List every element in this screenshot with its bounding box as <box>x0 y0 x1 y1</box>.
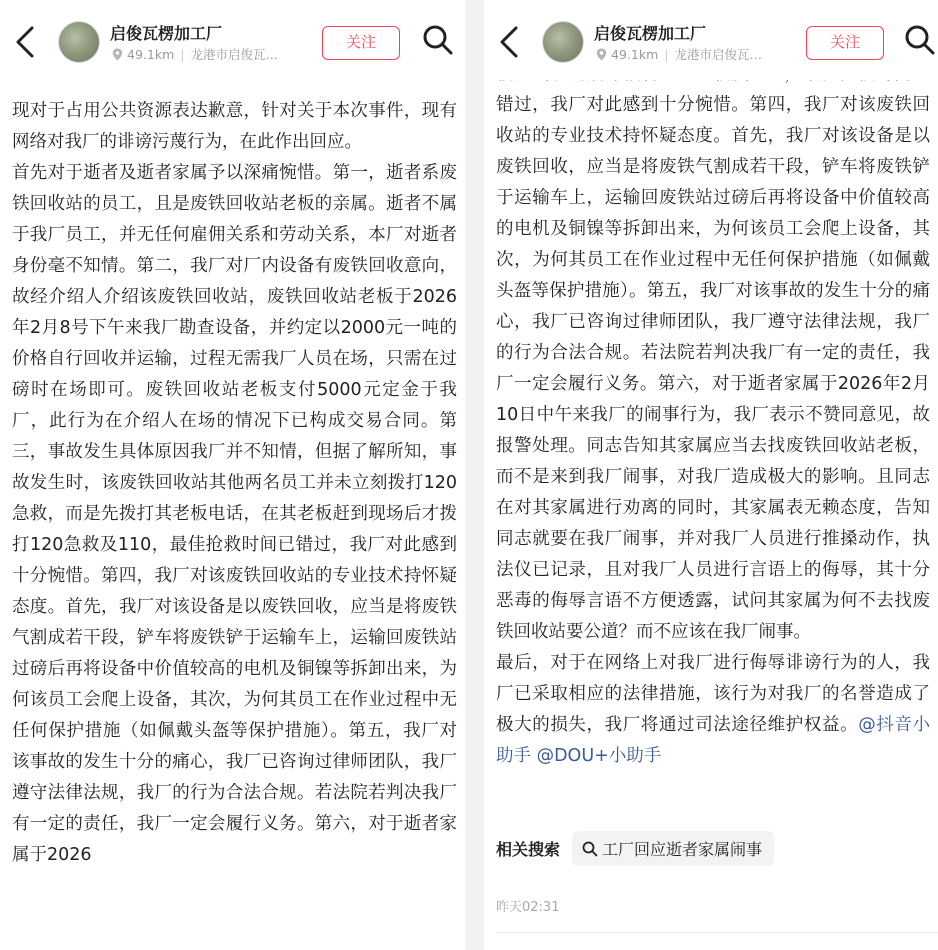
top-bar <box>0 0 465 80</box>
avatar[interactable] <box>542 21 584 63</box>
location-meta <box>112 45 278 63</box>
distance-text: 49.1km <box>127 46 175 62</box>
mention-link[interactable]: @DOU+小助手 <box>536 746 662 766</box>
left-screenshot <box>0 0 465 950</box>
related-search-query: 工厂回应逝者家属闹事 <box>602 840 763 859</box>
follow-button[interactable]: 关注 <box>322 26 400 60</box>
search-icon[interactable] <box>422 24 454 56</box>
location-pin-icon <box>596 48 607 61</box>
post-paragraph: 首先对于逝者及逝者家属予以深痛惋惜。第一，逝者系废铁回收站的员工，且是废铁回收站老板的亲属。逝者不属于我厂员工，并无任何雇佣关系和劳动关系，本厂对逝者身份毫不知情。第二，我厂对厂内设备有废铁回收意向，故经介绍人介绍该废铁回收站，废铁回收站老板于2026年2月8号下午来我厂勘查设备，并约定以2000元一吨的价格自行回收并运输，过程无需我厂人员在场，只需在过磅时在场即可。废铁回收站老板支付5000元定金于我厂，此行为在介绍人在场的情况下已构成交易合同。第三，事故发生具体原因我厂并不知情，但据了解所知，事故发生时，该废铁回收站其他两名员工并未立刻拨打120急救，而是先拨打其老板电话，在其老板赶到现场后才拨打120急救及110，最佳抢救时间已错过，我厂对此感到十分惋惜。第四，我厂对该废铁回收站的专业技术持怀疑态度。首先，我厂对该设备是以废铁回收，应当是将废铁气割成若干段，铲车将废铁铲于运输车上，运输回废铁站过磅后再将设备中价值较高的电机及铜镍等拆卸出来，为何该员工会爬上设备，其次，为何其员工在作业过程中无任何保护措施（如佩戴头盔等保护措施）。第五，我厂对该事故的发生十分的痛心，我厂已咨询过律师团队，我厂遵守法律法规，我厂的行为合法合规。若法院若判决我厂有一定的责任，我厂一定会履行义务。第六，对于逝者家属于2026 <box>12 163 457 865</box>
post-paragraph <box>496 648 930 772</box>
back-arrow-icon[interactable] <box>498 24 520 60</box>
account-name[interactable]: 启俊瓦楞加工厂 <box>594 24 707 43</box>
right-screenshot <box>484 0 938 950</box>
mention-link[interactable]: @抖音小助手 <box>496 715 931 766</box>
post-paragraph: 现对于占用公共资源表达歉意，针对关于本次事件，现有网络对我厂的诽谤污蔑行为，在此作出回应。 <box>12 101 457 152</box>
back-arrow-icon[interactable] <box>14 24 36 60</box>
post-text <box>12 96 457 871</box>
post-timestamp: 昨天02:31 <box>496 900 560 915</box>
post-paragraph: 错过，我厂对此感到十分惋惜。第四，我厂对该废铁回收站的专业技术持怀疑态度。首先，我厂对该设备是以废铁回收，应当是将废铁气割成若干段，铲车将废铁铲于运输车上，运输回废铁站过磅后再将设备中价值较高的电机及铜镍等拆卸出来，为何该员工会爬上设备，其次，为何其员工在作业过程中无任何保护措施（如佩戴头盔等保护措施）。第五，我厂对该事故的发生十分的痛心，我厂已咨询过律师团队，我厂遵守法律法规，我厂的行为合法合规。若法院若判决我厂有一定的责任，我厂一定会履行义务。第六，对于逝者家属于2026年2月10日中午来我厂的闹事行为，我厂表示不赞同意见，故报警处理。同志告知其家属应当去找废铁回收站老板，而不是来到我厂闹事，对我厂造成极大的影响。且同志在对其家属进行劝离的同时，其家属表无赖态度，告知同志就要在我厂闹事，并对我厂人员进行推搡动作，执法仪已记录，且对我厂人员进行言语上的侮辱，其十分恶毒的侮辱言语不方便透露，试问其家属为何不去找废铁回收站要公道？而不应该在我厂闹事。 <box>496 95 930 642</box>
search-icon[interactable] <box>904 24 936 56</box>
location-text: 龙港市启俊瓦… <box>674 47 762 62</box>
avatar[interactable] <box>58 21 100 63</box>
account-name[interactable]: 启俊瓦楞加工厂 <box>110 24 223 43</box>
related-search-label: 相关搜索 <box>496 840 561 859</box>
divider-line <box>496 932 938 933</box>
related-search-chip[interactable] <box>572 831 774 866</box>
post-paragraph-text: 最后，对于在网络上对我厂进行侮辱诽谤行为的人，我厂已采取相应的法律措施，该行为对我厂的名誉造成了极大的损失，我厂将通过司法途径维护权益。 <box>496 653 930 735</box>
location-pin-icon <box>112 48 123 61</box>
related-search <box>496 831 774 866</box>
post-text <box>496 59 930 772</box>
location-text: 龙港市启俊瓦… <box>190 47 278 62</box>
top-bar <box>484 0 938 80</box>
screenshot-divider <box>465 0 484 950</box>
location-meta <box>596 45 762 63</box>
follow-button[interactable]: 关注 <box>806 26 884 60</box>
meta-separator: | <box>664 46 669 62</box>
distance-text: 49.1km <box>611 46 659 62</box>
search-icon <box>582 841 598 857</box>
meta-separator: | <box>180 46 185 62</box>
